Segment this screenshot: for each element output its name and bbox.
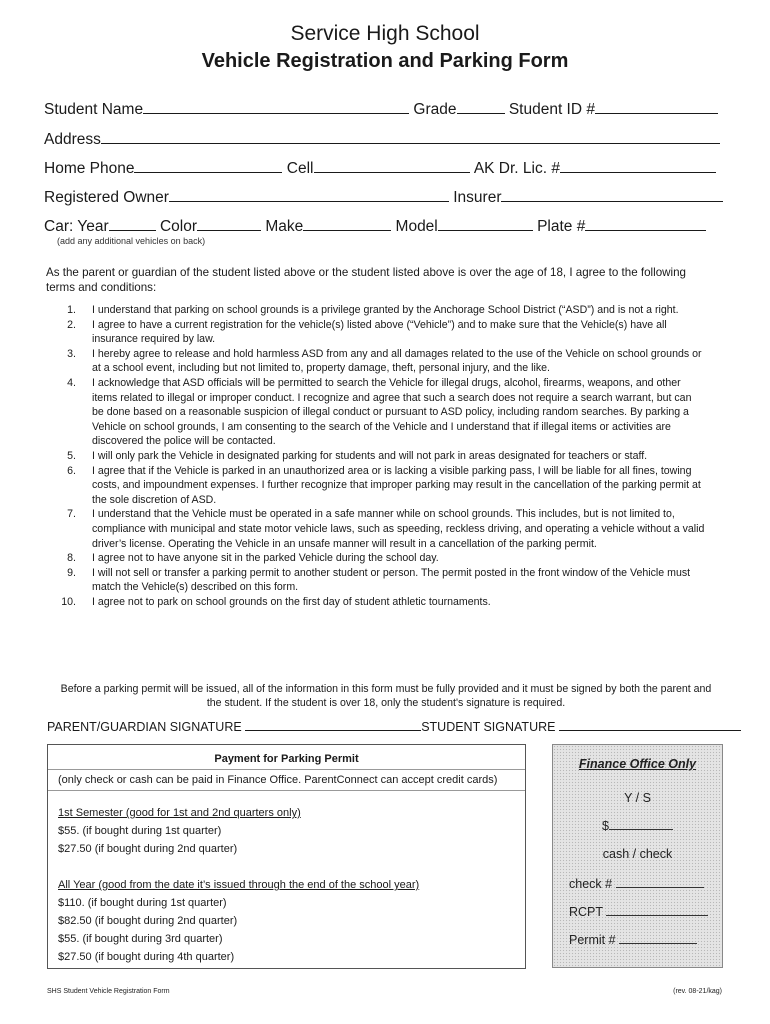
row-owner (44, 187, 723, 207)
term-item: 10. I agree not to park on school grounds on the first day of student athletic tournaments. (61, 595, 491, 608)
student-signature-field[interactable] (559, 718, 741, 731)
term-item: 6. I agree that if the Vehicle is parked in an unauthorized area or is lacking a visible parking pass, I will be liable for all fines, towing costs, and impoundment expenses. I further recognize that improper parking may result in the cancellation of the parking permit at the sole discretion of ASD. (67, 464, 701, 506)
dr-lic-field[interactable] (560, 158, 716, 173)
model-field[interactable] (438, 216, 533, 231)
payment-title: Payment for Parking Permit (214, 753, 359, 765)
grade-field[interactable] (457, 99, 505, 114)
payment-subtitle: (only check or cash can be paid in Finance Office. ParentConnect can accept credit cards) (48, 769, 525, 791)
plate-field[interactable] (585, 216, 706, 231)
insurer-field[interactable] (501, 187, 723, 202)
finance-cash-check: cash / check (602, 847, 673, 861)
row-phones (44, 158, 716, 178)
finance-permit-no: Permit # (569, 932, 697, 947)
additional-vehicles-note: (add any additional vehicles on back) (57, 236, 206, 246)
term-item: 9. I will not sell or transfer a parking permit to another student or person. The permit posted in the front window of the Vehicle must match the Vehicle(s) described on this form. (67, 566, 691, 594)
row-address (44, 129, 720, 149)
footer-revision: (rev. 08-21/kag) (673, 988, 722, 995)
finance-amount: $ (553, 818, 722, 833)
finance-yn: Y / S (624, 791, 651, 805)
cell-label: Cell (286, 160, 314, 177)
finance-title: Finance Office Only (578, 757, 697, 771)
parent-signature-label: PARENT/GUARDIAN SIGNATURE (47, 720, 242, 734)
student-signature-label: STUDENT SIGNATURE (421, 720, 556, 734)
footer-form-name: SHS Student Vehicle Registration Form (47, 988, 170, 995)
registered-owner-label: Registered Owner (44, 189, 169, 206)
insurer-label: Insurer (453, 189, 502, 206)
terms-intro: As the parent or guardian of the student listed above or the student listed above is over the age of 18, I agree to the following terms and conditions: (46, 266, 687, 294)
color-field[interactable] (197, 216, 261, 231)
student-name-field[interactable] (143, 99, 409, 114)
row-car (44, 216, 706, 236)
car-year-field[interactable] (109, 216, 156, 231)
student-id-field[interactable] (595, 99, 718, 114)
finance-check-no: check # (569, 876, 704, 891)
terms-list (46, 303, 706, 609)
term-item: 2. I agree to have a current registration for the vehicle(s) listed above (“Vehicle”) and to make sure that the Vehicle(s) have all insurance required by law. (67, 318, 667, 346)
address-label: Address (44, 131, 101, 148)
make-label: Make (265, 218, 304, 235)
price-line: $55. (if bought during 1st quarter) (58, 825, 222, 837)
grade-label: Grade (413, 101, 457, 118)
term-item: 1. I understand that parking on school grounds is a privilege granted by the Anchorage School District (“ASD”) and is not a right. (67, 304, 679, 316)
finance-rcpt: RCPT (569, 904, 708, 919)
student-name-label: Student Name (44, 101, 144, 118)
price-line: $110. (if bought during 1st quarter) (58, 897, 227, 909)
signature-row (47, 718, 741, 734)
model-label: Model (395, 218, 438, 235)
finance-office-box (552, 744, 723, 968)
semester-heading: 1st Semester (good for 1st and 2nd quarters only) (58, 807, 301, 819)
price-line: $82.50 (if bought during 2nd quarter) (58, 915, 238, 927)
home-phone-label: Home Phone (44, 160, 135, 177)
plate-label: Plate # (537, 218, 586, 235)
cell-field[interactable] (314, 158, 470, 173)
year-heading: All Year (good from the date it’s issued through the end of the school year) (58, 879, 420, 891)
price-line: $27.50 (if bought during 2nd quarter) (58, 843, 238, 855)
term-item: 5. I will only park the Vehicle in designated parking for students and will not park in areas designated for teachers or staff. (67, 449, 648, 462)
parent-signature-field[interactable] (245, 718, 421, 731)
term-item: 4. I acknowledge that ASD officials will be permitted to search the Vehicle for illegal drugs, alcohol, firearms, weapons, and other items related to illegal or improper conduct. I recognize and agree that such a search does not require a search warrant, but can be done based on a reasonable suspicion of illegal conduct or pursuant to ASD policy, including random searches. By parking a Vehicle on school grounds, I am consenting to the search of the Vehicle and I understand that if illegal items or activities are discovered the police will be contacted. (67, 376, 692, 448)
color-label: Color (159, 218, 197, 235)
student-id-label: Student ID # (508, 101, 595, 118)
home-phone-field[interactable] (134, 158, 282, 173)
registered-owner-field[interactable] (169, 187, 449, 202)
address-field[interactable] (101, 129, 720, 144)
price-line: $27.50 (if bought during 4th quarter) (58, 951, 235, 963)
row-student-info (44, 99, 718, 119)
permit-requirements-note: Before a parking permit will be issued, all of the information in this form must be fully provided and it must be signed by both the parent and the student. If the student is over 18, only the student's signature is required. (60, 683, 712, 709)
dr-lic-label: AK Dr. Lic. # (473, 160, 560, 177)
price-line: $55. (if bought during 3rd quarter) (58, 933, 223, 945)
term-item: 8. I agree not to have anyone sit in the parked Vehicle during the school day. (67, 552, 439, 565)
term-item: 3. I hereby agree to release and hold harmless ASD from any and all damages related to the use of the Vehicle on school grounds or at a school event, including but not limited to, property damage, theft, personal injury, and the like. (67, 347, 702, 375)
payment-box (47, 744, 526, 969)
make-field[interactable] (303, 216, 391, 231)
term-item: 7. I understand that the Vehicle must be operated in a safe manner while on school grounds. This includes, but is not limited to, compliance with municipal and state motor vehicle laws, such as speeding, reckless driving, and operating a vehicle without a valid driver’s license. Operating the Vehicle in an unsafe manner will result in a cancellation of the parking permit. (67, 508, 705, 550)
car-year-label: Car: Year (44, 218, 109, 235)
school-name: Service High School (290, 22, 480, 45)
form-title: Vehicle Registration and Parking Form (201, 50, 569, 72)
